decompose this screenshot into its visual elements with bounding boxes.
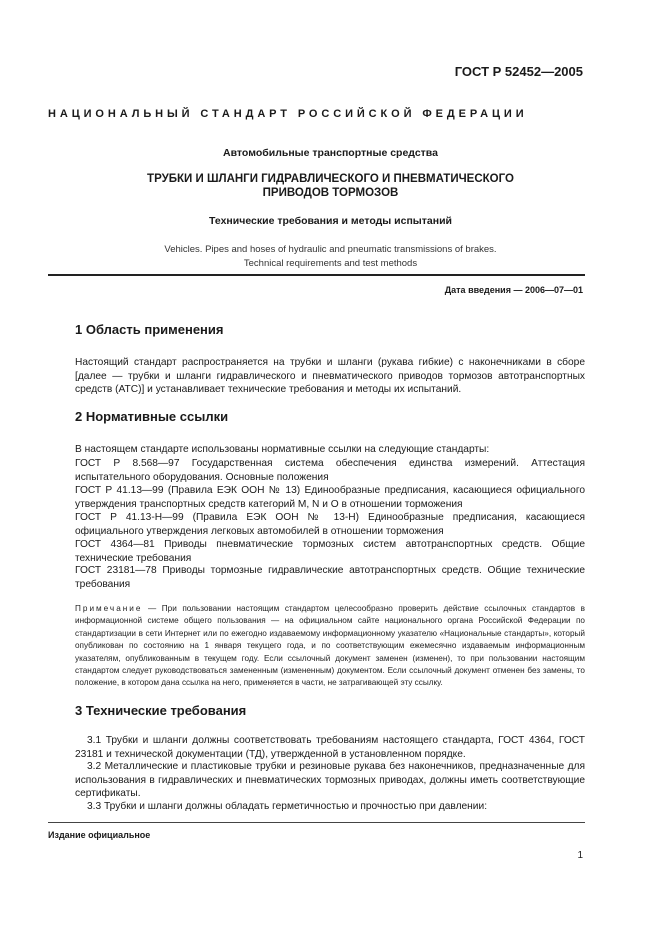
reference-note	[75, 603, 585, 690]
requirement-item: 3.3 Трубки и шланги должны обладать герметичностью и прочностью при давлении:	[87, 801, 488, 812]
requirement-item: 3.2 Металлические и пластиковые трубки и резиновые рукава без наконечников, предназначенные для использования в гидравлических и пневматических тормозных приводах, должны иметь соответствующие сертификаты.	[75, 761, 585, 800]
english-title	[60, 243, 601, 271]
reference-item: ГОСТ Р 41.13-Н—99 (Правила ЕЭК ООН № 13-Н) Единообразные предписания, касающиеся официального утверждения легковых автомобилей в отношении торможения	[75, 512, 585, 537]
footer-divider	[48, 822, 585, 823]
section-2-heading: 2 Нормативные ссылки	[75, 409, 229, 424]
reference-item: ГОСТ Р 41.13—99 (Правила ЕЭК ООН № 13) Единообразные предписания, касающиеся официального утверждения транспортных средств категорий M, N и O в отношении торможения	[75, 485, 585, 510]
reference-item: ГОСТ Р 8.568—97 Государственная система обеспечения единства измерений. Аттестация испытательного оборудования. Основные положения	[75, 458, 585, 483]
title-divider	[48, 274, 585, 276]
english-title-line-2: Technical requirements and test methods	[243, 258, 418, 269]
reference-item: ГОСТ 4364—81 Приводы пневматические тормозных систем автотранспортных средств. Общие технические требования	[75, 539, 585, 564]
national-standard-banner: НАЦИОНАЛЬНЫЙ СТАНДАРТ РОССИЙСКОЙ ФЕДЕРАЦИИ	[48, 108, 528, 120]
document-code: ГОСТ Р 52452—2005	[454, 64, 583, 79]
section-1-heading: 1 Область применения	[75, 322, 224, 337]
requirement-item: 3.1 Трубки и шланги должны соответствовать требованиям настоящего стандарта, ГОСТ 4364, ГОСТ 23181 и технической документации (ТД), утвержденной в установленном порядке.	[75, 735, 585, 760]
document-title	[60, 172, 601, 200]
title-line-2: ПРИВОДОВ ТОРМОЗОВ	[262, 187, 399, 199]
page-number: 1	[577, 850, 583, 861]
edition-label: Издание официальное	[48, 830, 151, 840]
note-label: Примечание	[75, 604, 143, 613]
section-1-paragraph: Настоящий стандарт распространяется на трубки и шланги (рукава гибкие) с наконечниками в сборе [далее — трубки и шланги гидравлического и пневматического приводов тормозов автотранспортных средств (АТС)] и устанавливает технические требования и методы их испытаний.	[75, 357, 585, 396]
introduction-date: Дата введения — 2006—07—01	[444, 285, 583, 295]
note-text: — При пользовании настоящим стандартом целесообразно проверить действие ссылочных стандартов в информационной системе общего пользования — на официальном сайте национального органа Российской Федерации по стандартизации в сети Интернет или по ежегодно издаваемому информационному указателю «Национальные стандарты», который опубликован по состоянию на 1 января текущего года, и по соответствующим ежемесячно издаваемым информационным указателям, опубликованным в текущем году. Если ссылочный документ заменен (изменен), то при пользовании настоящим стандартом следует руководствоваться замененным (измененным) документом. Если ссылочный документ отменен без замены, то положение, в котором дана ссылка на него, применяется в части, не затрагивающей эту ссылку.	[75, 604, 585, 688]
reference-item: ГОСТ 23181—78 Приводы тормозные гидравлические автотранспортных средств. Общие технические требования	[75, 565, 585, 590]
references-intro: В настоящем стандарте использованы нормативные ссылки на следующие стандарты:	[75, 444, 490, 455]
title-line-1: ТРУБКИ И ШЛАНГИ ГИДРАВЛИЧЕСКОГО И ПНЕВМАТИЧЕСКОГО	[147, 173, 514, 185]
section-3-heading: 3 Технические требования	[75, 703, 247, 718]
document-subtitle: Технические требования и методы испытаний	[209, 215, 452, 227]
subject-line: Автомобильные транспортные средства	[223, 147, 438, 159]
english-title-line-1: Vehicles. Pipes and hoses of hydraulic and pneumatic transmissions of brakes.	[164, 244, 497, 255]
